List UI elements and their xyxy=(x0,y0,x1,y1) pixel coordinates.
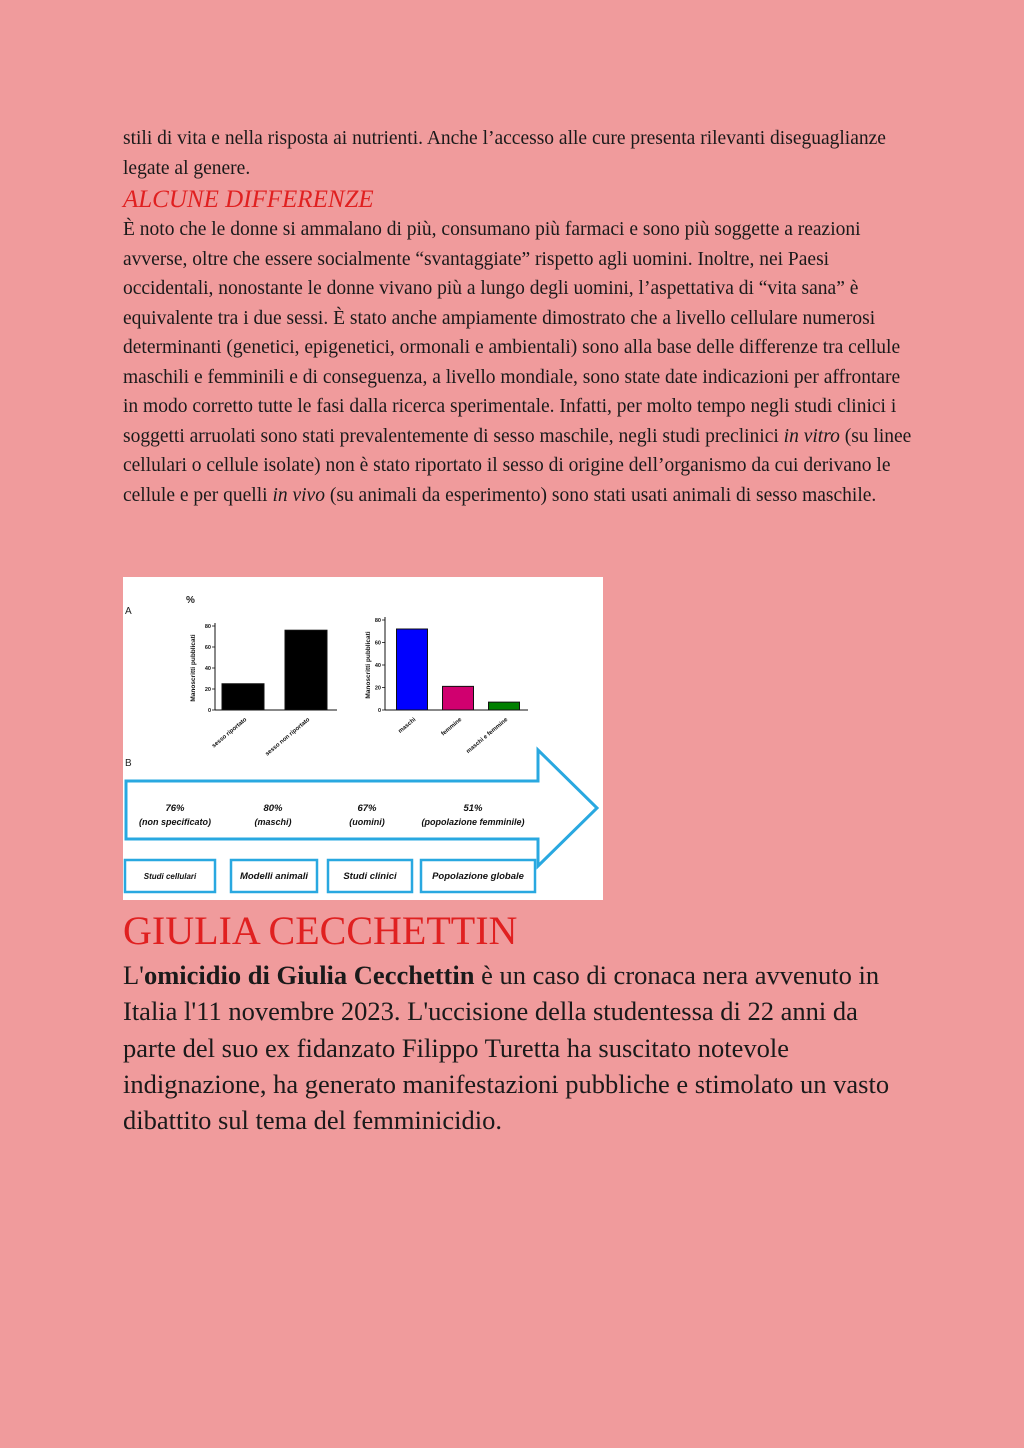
section-paragraph xyxy=(123,215,913,510)
panel-b-label: B xyxy=(125,758,132,769)
x-tick-label: sesso riportato xyxy=(211,716,249,750)
y-tick-label: 40 xyxy=(374,663,381,669)
y-axis-label: Manoscritti pubblicati xyxy=(365,631,372,699)
stage-box-label: Studi cellulari xyxy=(143,872,197,881)
paragraph-part-1: È noto che le donne si ammalano di più, consumano più farmaci e sono più soggette a reazioni avverse, oltre che essere socialmente “svantaggiate” rispetto agli uomini. Inoltre, nei Paesi occidentali, nonostante le donne vivano più a lungo degli uomini, l’aspettativa di “vita sana” è equivalente tra i due sessi. È stato anche ampiamente dimostrato che a livello cellulare numerosi determinanti (genetici, epigenetici, ormonali e ambientali) sono alla base delle differenze tra cellule maschili e femminili e di conseguenza, a livello mondiale, sono state date indicazioni per affrontare in modo corretto tutte le fasi dalla ricerca sperimentale. Infatti, per molto tempo negli studi clinici i soggetti arruolati sono stati prevalentemente di sesso maschile, negli studi preclinici xyxy=(123,219,901,447)
bar xyxy=(397,629,428,710)
stages-group xyxy=(125,803,535,892)
article-bold: omicidio di Giulia Cecchettin xyxy=(143,960,475,990)
y-tick-label: 60 xyxy=(374,640,381,647)
stage-box-label: Studi clinici xyxy=(343,871,397,882)
paragraph-part-3: (su animali da esperimento) sono stati usati animali di sesso maschile. xyxy=(329,484,877,506)
x-tick-label: maschi xyxy=(397,716,418,735)
stage-box-label: Popolazione globale xyxy=(432,871,524,882)
x-tick-label: maschi e femmine xyxy=(465,716,510,755)
stage-box-label: Modelli animali xyxy=(239,871,309,882)
article-paragraph xyxy=(123,957,913,1138)
stage-caption: (non specificato) xyxy=(138,817,212,827)
chart-a xyxy=(190,623,337,758)
stage-percent: 51% xyxy=(463,803,483,814)
research-figure xyxy=(123,577,603,900)
stage-caption: (maschi) xyxy=(254,817,292,827)
y-tick-label: 80 xyxy=(374,618,381,624)
x-tick-label: femmine xyxy=(440,716,464,738)
paragraph-part-2: (su linee cellulari o cellule isolate) non è stato riportato il sesso di origine dell’organismo da cui derivano le cellule e per quelli xyxy=(123,425,912,506)
article-prefix: L' xyxy=(123,960,144,990)
bar xyxy=(443,686,474,710)
y-tick-label: 60 xyxy=(204,645,211,651)
y-tick-label: 40 xyxy=(204,666,211,672)
figure-svg xyxy=(123,577,603,900)
y-tick-label: 80 xyxy=(204,624,211,630)
y-tick-label: 20 xyxy=(374,685,381,692)
y-tick-label: 0 xyxy=(377,708,381,714)
bar xyxy=(222,684,264,710)
panel-a-label: A xyxy=(125,606,132,617)
percent-symbol: % xyxy=(186,595,195,606)
y-axis-label: Manoscritti pubblicati xyxy=(190,634,197,702)
text-section xyxy=(123,124,913,510)
stage-percent: 67% xyxy=(357,803,377,814)
section-title: ALCUNE DIFFERENZE xyxy=(123,186,374,213)
italic-in-vivo: in vivo xyxy=(272,484,325,506)
bar xyxy=(489,702,520,710)
bar xyxy=(285,630,327,710)
y-tick-label: 20 xyxy=(204,687,211,693)
chart-b xyxy=(365,617,528,755)
article-rest: è un caso di cronaca nera avvenuto in Italia l'11 novembre 2023. L'uccisione della studentessa di 22 anni da parte del suo ex fidanzato Filippo Turetta ha suscitato notevole indignazione, ha generato manifestazioni pubbliche e stimolato un vasto dibattito sul tema del femminicidio. xyxy=(123,960,890,1136)
stage-caption: (uomini) xyxy=(349,817,385,827)
intro-paragraph: stili di vita e nella risposta ai nutrienti. Anche l’accesso alle cure presenta rilevanti diseguaglianze legate al genere. xyxy=(123,128,886,179)
stage-percent: 76% xyxy=(165,803,185,814)
stage-percent: 80% xyxy=(263,803,283,814)
italic-in-vitro: in vitro xyxy=(783,425,840,447)
stage-caption: (popolazione femminile) xyxy=(421,817,525,827)
article-heading: GIULIA CECCHETTIN xyxy=(123,908,518,953)
y-tick-label: 0 xyxy=(207,708,211,714)
x-tick-label: sesso non riportato xyxy=(264,716,312,758)
